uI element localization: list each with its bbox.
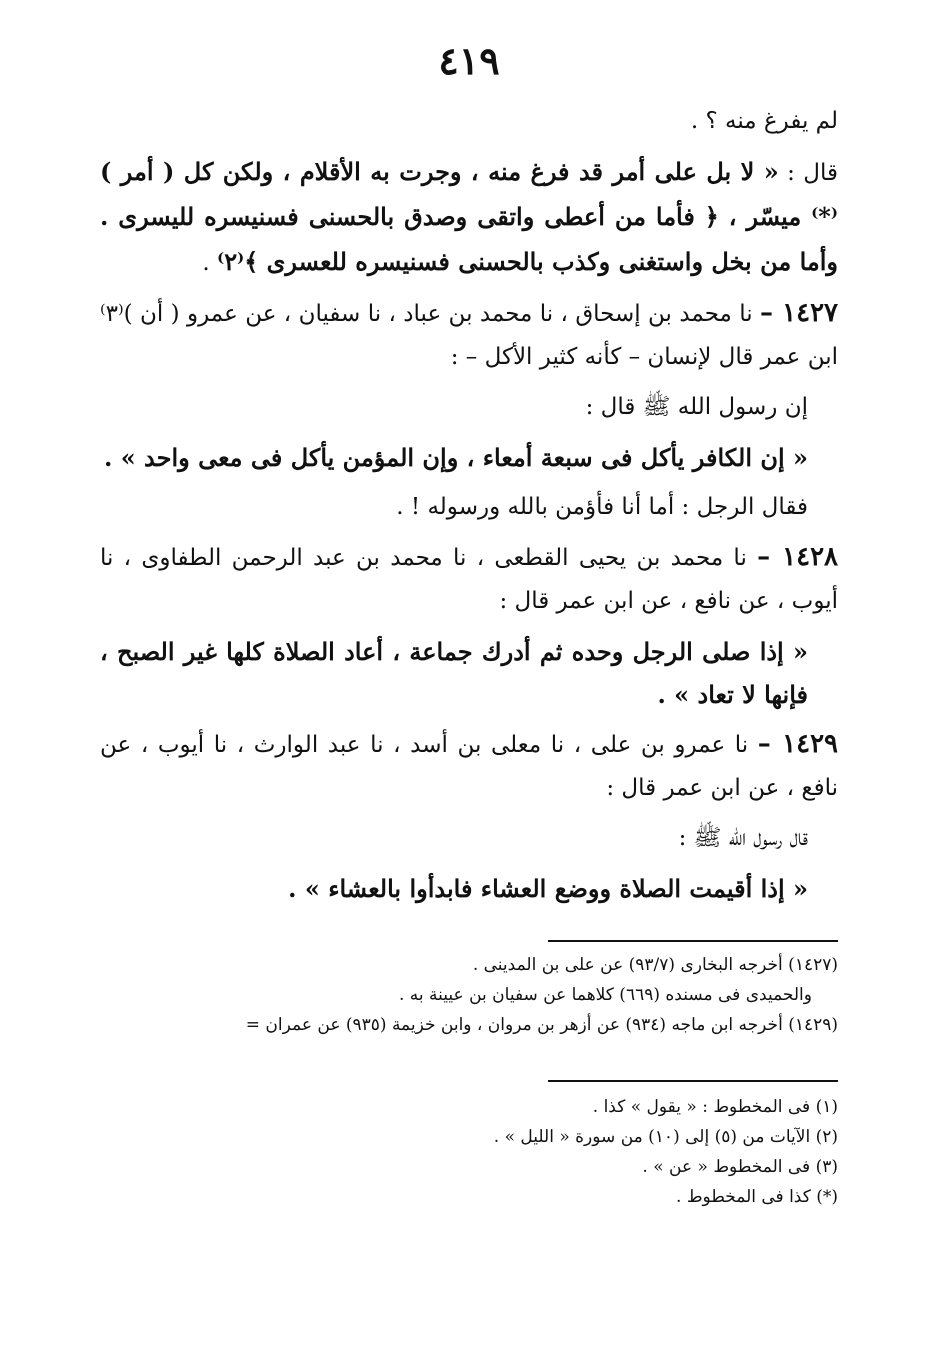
- note-line: (*) كذا فى المخطوط .: [676, 1187, 838, 1207]
- isnad-1429: نا عمرو بن على ، نا معلى بن أسد ، نا عبد الوارث ، نا أيوب ، عن نافع ، عن ابن عمر قال :: [100, 732, 838, 801]
- hadith-number-1429: ١٤٢٩ –: [757, 729, 838, 759]
- note-line: (١) فى المخطوط : « يقول » كذا .: [592, 1097, 838, 1117]
- takhrij-line: (١٤٢٧) أخرجه البخارى (٩٣/٧) عن على بن المدينى .: [472, 955, 838, 975]
- hadith-1428-isnad: [100, 536, 838, 623]
- hadith-1429-matn: « إذا أقيمت الصلاة ووضع العشاء فابدأوا بالعشاء » .: [288, 874, 808, 903]
- qala-label: قال :: [787, 160, 838, 186]
- hadith-1427-intro: إن رسول الله ﷺ قال :: [585, 394, 808, 420]
- hadith-1429-intro: قال رسول الله ﷺ :: [678, 825, 808, 851]
- hadith-quote: « لا بل على أمر قد فرغ منه ، وجرت به الأقلام ، ولكن كل ( أمر )⁽*⁾ ميسّر ، ﴿ فأما من أعطى واتقى وصدق بالحسنى فسنيسره لليسرى . وأما من بخل واستغنى وكذب بالحسنى فسنيسره للعسرى ﴾⁽٢⁾: [100, 157, 838, 276]
- main-text: [100, 100, 838, 917]
- hadith-1429-isnad: [100, 723, 838, 810]
- hadith-1427-isnad: [100, 292, 838, 379]
- footnotes: [100, 940, 838, 1212]
- note-line: (٢) الآيات من (٥) إلى (١٠) من سورة « الليل » .: [493, 1127, 838, 1147]
- isnad-1427: نا محمد بن إسحاق ، نا محمد بن عباد ، نا سفيان ، عن عمرو ( أن )⁽٣⁾ ابن عمر قال لإنسان – كأنه كثير الأكل – :: [100, 301, 838, 370]
- period: .: [202, 250, 218, 276]
- hadith-1427-matn: « إن الكافر يأكل فى سبعة أمعاء ، وإن المؤمن يأكل فى معى واحد » .: [103, 443, 808, 472]
- hadith-number-1427: ١٤٢٧ –: [760, 298, 839, 328]
- footnote-divider: [548, 940, 838, 942]
- isnad-1428: نا محمد بن يحيى القطعى ، نا محمد بن عبد الرحمن الطفاوى ، نا أيوب ، عن نافع ، عن ابن عمر قال :: [100, 545, 838, 614]
- hadith-1427-reply: فقال الرجل : أما أنا فأؤمن بالله ورسوله ! .: [396, 494, 808, 520]
- hadith-number-1428: ١٤٢٨ –: [757, 542, 839, 572]
- notes-divider: [548, 1080, 838, 1082]
- takhrij-line: (١٤٢٩) أخرجه ابن ماجه (٩٣٤) عن أزهر بن مروان ، وابن خزيمة (٩٣٥) عن عمران =: [245, 1015, 838, 1035]
- paragraph-1: لم يفرغ منه ؟ .: [690, 108, 838, 134]
- takhrij-line: والحميدى فى مسنده (٦٦٩) كلاهما عن سفيان بن عيينة به .: [398, 985, 812, 1005]
- hadith-1428-matn: « إذا صلى الرجل وحده ثم أدرك جماعة ، أعاد الصلاة كلها غير الصبح ، فإنها لا تعاد » .: [100, 637, 808, 709]
- page-number: ٤١٩: [438, 38, 500, 83]
- note-line: (٣) فى المخطوط « عن » .: [642, 1157, 838, 1177]
- paragraph-2: [100, 150, 838, 285]
